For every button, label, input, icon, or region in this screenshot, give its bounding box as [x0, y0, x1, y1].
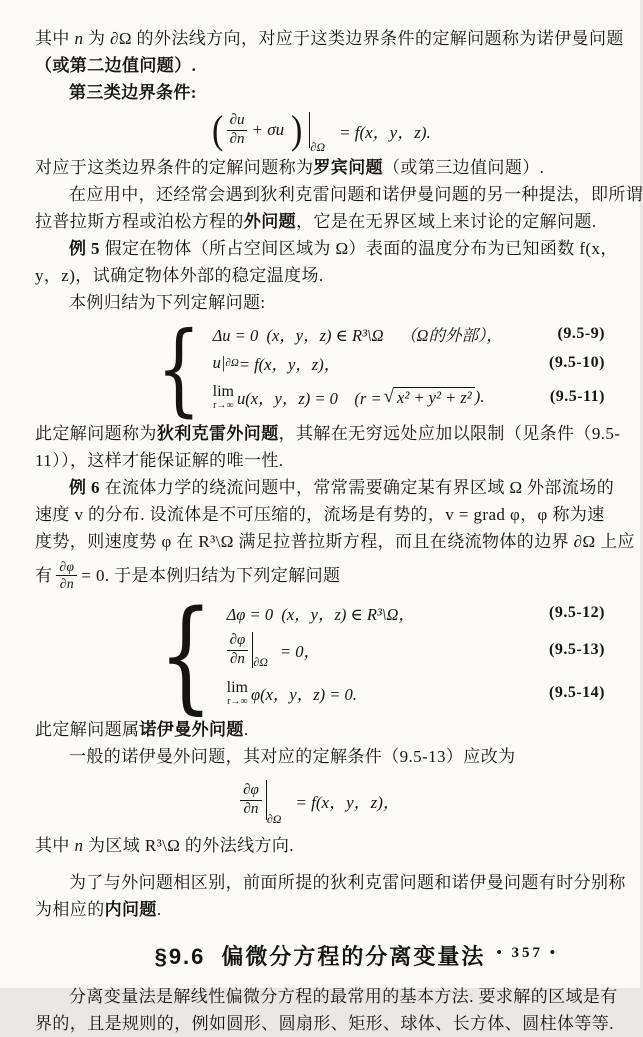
text-line — [35, 447, 605, 474]
text-line — [35, 501, 605, 528]
equation-9-5-9 — [213, 322, 503, 346]
example5-label: 例 5 — [69, 239, 100, 259]
text-segment: 其中 — [35, 29, 75, 48]
term-robin-problem: 罗宾问题 — [313, 158, 384, 178]
math-segment: Δφ = 0 (x，y，z) ∈ R³\Ω， — [226, 604, 415, 624]
equation-number-9-5-12: (9.5-12) — [549, 603, 605, 621]
paragraph-neumann-exterior — [35, 716, 605, 743]
limit-operator — [227, 680, 248, 707]
equation-number-9-5-14: (9.5-14) — [549, 684, 605, 702]
text-segment: 在应用中，还经常会遇到狄利克雷问题和诺伊曼问题的另一种提法，即所谓 — [69, 185, 643, 205]
math-segment: = f(x，y，z). — [339, 122, 431, 142]
text-segment: 在流体力学的绕流问题中，常常需要确定某有界区域 Ω 外部流场的 — [99, 478, 615, 498]
equation-9-5-12 — [227, 601, 415, 625]
right-paren: ) — [291, 107, 303, 153]
section-number: §9.6 — [154, 944, 206, 970]
text-segment: 其中 — [35, 836, 75, 856]
text-line — [35, 52, 605, 79]
text-segment: 速度 v 的分布. 设流体是不可压缩的，流场是有势的，v = grad φ，φ 称为速 — [35, 505, 605, 525]
section-title: 偏微分方程的分离变量法 — [221, 944, 486, 970]
fraction-denominator: ∂n — [230, 650, 245, 667]
paragraph-example5 — [35, 235, 618, 262]
lim-subscript: r→∞ — [213, 399, 234, 411]
fraction-dphi-dn — [227, 632, 249, 668]
term-exterior-problem: 外问题 — [243, 212, 297, 232]
fraction-numerator: ∂φ — [240, 782, 262, 801]
math-segment: = 0， — [279, 642, 320, 662]
math-segment: = f(x，y，z)， — [238, 354, 341, 374]
paragraph-outward-normal — [35, 832, 605, 859]
equation-9-5-11 — [213, 384, 485, 411]
equation-row — [213, 319, 605, 348]
radicand: x² + y² + z² — [394, 387, 475, 408]
fraction-du-dn — [227, 112, 248, 148]
math-var-n: n — [74, 29, 84, 48]
equation-row — [227, 598, 605, 627]
radical-sign: √ — [383, 386, 395, 408]
text-line — [35, 262, 605, 289]
text-segment: （或第三边值问题）. — [383, 158, 545, 178]
system-brace: { — [158, 584, 213, 727]
equation-row — [213, 377, 605, 417]
text-line — [35, 528, 635, 555]
text-segment: 第三类边界条件: — [69, 83, 197, 102]
text-segment: 界的，且是规则的，例如圆形、圆扇形、矩形、球体、长方体、圆柱体等等. — [35, 1014, 614, 1034]
fraction-denominator: ∂n — [229, 130, 245, 147]
text-segment: 一般的诺伊曼外问题，其对应的定解条件（9.5-13）应改为 — [69, 747, 516, 767]
equation-third-bc — [35, 107, 605, 155]
text-line — [35, 896, 605, 923]
lim-word: lim — [212, 382, 234, 400]
system-brace: { — [156, 309, 202, 427]
math-segment: + σu — [251, 120, 285, 140]
math-var-n: n — [74, 836, 84, 856]
text-segment: ，其解在无穷远处应加以限制（见条件（9.5- — [278, 424, 621, 444]
boundary-subscript: ∂Ω — [266, 812, 282, 827]
text-segment: 本例归结为下列定解问题: — [69, 293, 266, 313]
text-segment: 此定解问题属 — [35, 720, 140, 740]
text-line — [35, 1010, 614, 1037]
equation-system-2 — [147, 584, 605, 727]
math-segment: = f(x，y，z)， — [295, 792, 400, 812]
paragraph-separation-method — [35, 983, 618, 1010]
math-segment: Δu = 0 (x，y，z) ∈ R³\Ω （Ω的外部）， — [212, 325, 503, 345]
text-segment: 有 — [35, 565, 53, 585]
equation-number-9-5-13: (9.5-13) — [549, 641, 605, 659]
lim-subscript: r→∞ — [227, 695, 248, 707]
text-line — [35, 208, 605, 235]
paragraph-third-bc-label — [35, 79, 605, 106]
text-segment: ，它是在无界区域上来讨论的定解问题. — [296, 212, 597, 232]
paragraph-problem-statement — [35, 289, 605, 316]
equation-9-5-13 — [227, 632, 320, 668]
equation-system-1 — [147, 309, 605, 427]
text-segment: 假定在物体（所占空间区域为 Ω）表面的温度分布为已知函数 f(x， — [99, 239, 618, 259]
fraction-numerator: ∂u — [227, 112, 248, 131]
term-neumann-exterior: 诺伊曼外问题 — [139, 720, 244, 740]
fraction-denominator: ∂n — [243, 800, 259, 817]
equation-number-9-5-9: (9.5-9) — [557, 324, 605, 342]
text-segment: 为相应的 — [35, 900, 105, 920]
equation-row — [227, 673, 605, 713]
term-second-bvp: （或第二边值问题）. — [35, 56, 197, 75]
text-segment: 为了与外问题相区别，前面所提的狄利克雷问题和诺伊曼问题有时分别称 — [69, 873, 626, 893]
text-segment: 度势，则速度势 φ 在 R³\Ω 满足拉普拉斯方程，而且在绕流物体的边界 ∂Ω 上应 — [35, 532, 635, 552]
math-segment: ). — [474, 387, 485, 407]
text-segment: 对应于这类边界条件的定解问题称为 — [35, 158, 314, 178]
paragraph-general-neumann — [35, 743, 605, 770]
text-segment: 分离变量法是解线性偏微分方程的最常用的基本方法. 要求解的区域是有 — [69, 987, 618, 1007]
left-paren: ( — [212, 107, 224, 153]
equation-number-9-5-11: (9.5-11) — [549, 388, 605, 406]
text-segment: . — [243, 720, 249, 740]
equation-neumann-bc — [35, 780, 605, 827]
paragraph-dirichlet-exterior — [35, 420, 621, 447]
fraction-numerator: ∂φ — [227, 632, 249, 651]
text-segment: 此定解问题称为 — [35, 424, 157, 444]
text-segment: 11）），这样才能保证解的唯一性. — [35, 451, 284, 471]
equation-9-5-10 — [213, 351, 341, 375]
paragraph-interior-note — [35, 869, 626, 896]
math-segment: u(x，y，z) = 0 (r = — [236, 389, 382, 409]
paragraph-normal-direction — [35, 25, 624, 52]
text-segment: 为区域 R³\Ω 的外法线方向. — [83, 836, 294, 856]
text-segment: 为 ∂Ω 的外法线方向，对应于这类边界条件的定解问题称为诺伊曼问题 — [83, 29, 624, 48]
math-segment: u| — [212, 352, 226, 372]
math-segment: φ(x，y，z) = 0. — [250, 685, 357, 705]
text-segment: 拉普拉斯方程或泊松方程的 — [35, 212, 244, 232]
paragraph-robin — [35, 154, 605, 181]
fraction-numerator: ∂φ — [56, 559, 77, 576]
term-interior-problem: 内问题 — [104, 900, 157, 920]
boundary-subscript: ∂Ω — [253, 654, 268, 669]
equation-row — [227, 627, 605, 673]
limit-operator — [213, 384, 234, 411]
fraction-dphi-dn — [240, 782, 262, 818]
text-segment: . — [156, 900, 162, 920]
equation-9-5-14 — [227, 680, 357, 707]
boundary-subscript: ∂Ω — [225, 356, 239, 369]
equation-row — [213, 348, 605, 377]
text-segment: = 0. 于是本例归结为下列定解问题 — [81, 565, 341, 585]
boundary-subscript: ∂Ω — [310, 140, 326, 155]
fraction-dphi-dn-inline — [56, 559, 77, 592]
example6-label: 例 6 — [69, 478, 100, 498]
fraction-denominator: ∂n — [59, 575, 74, 591]
text-segment: y，z)，试确定物体外部的稳定温度场. — [35, 266, 324, 286]
lim-word: lim — [226, 678, 248, 696]
page-number: • 357 • — [496, 945, 558, 961]
text-line-with-fraction — [35, 555, 605, 595]
equation-number-9-5-10: (9.5-10) — [549, 353, 605, 371]
paragraph-example6 — [35, 474, 615, 501]
term-dirichlet-exterior: 狄利克雷外问题 — [156, 424, 279, 444]
paragraph-exterior-intro — [35, 181, 643, 208]
